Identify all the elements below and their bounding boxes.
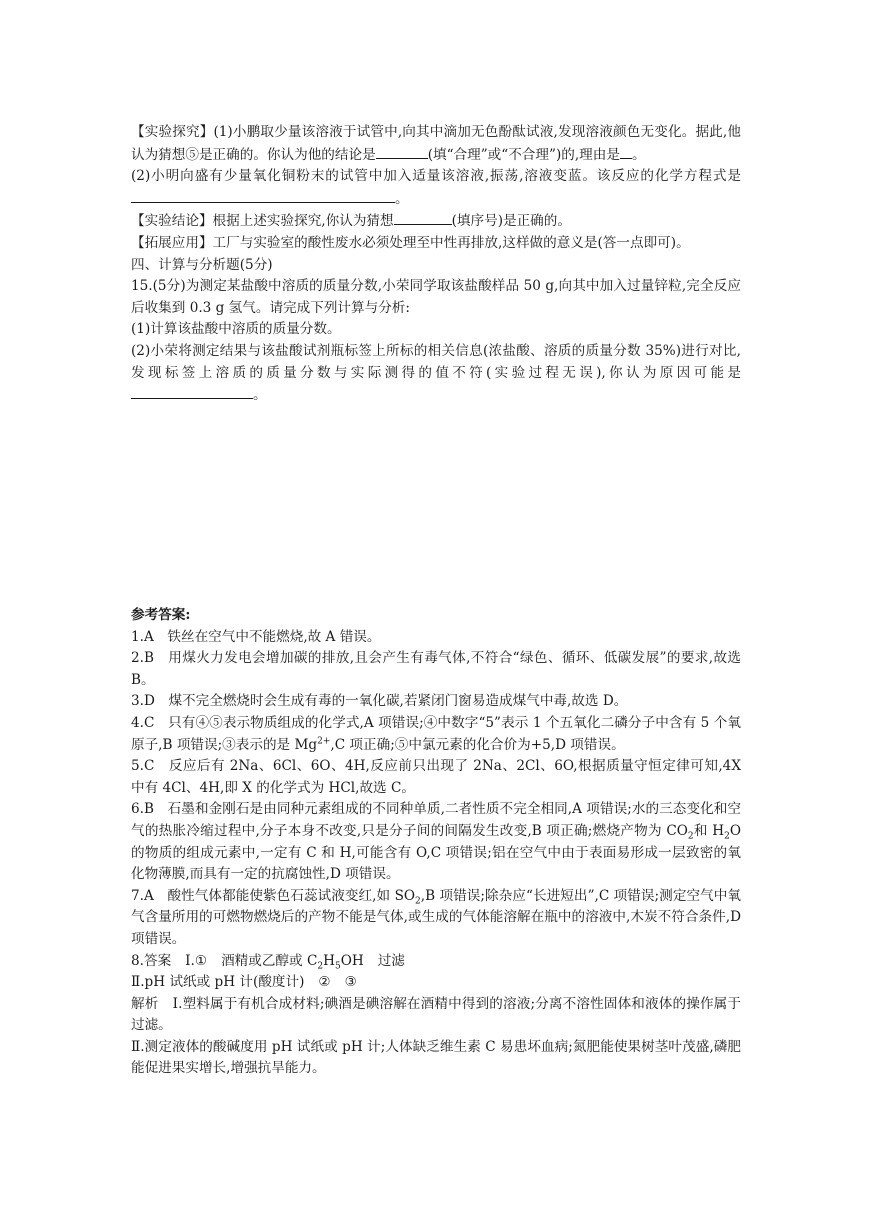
question-15-part1: (1)计算该盐酸中溶质的质量分数。 [131, 321, 341, 338]
question-section [131, 122, 741, 407]
experiment-conclusion: 【实验结论】根据上述实验探究,你认为猜想 (填序号)是正确的。 [131, 210, 741, 233]
extension-application: 【拓展应用】工厂与实验室的酸性废水必须处理至中性再排放,这样做的意义是(答一点即可)。 [131, 234, 690, 251]
experiment-q2: (2)小明向盛有少量氧化铜粉末的试管中加入适量该溶液,振荡,溶液变蓝。该反应的化学方程式是。 [131, 168, 741, 207]
answer-key [131, 605, 741, 1080]
answer-8: 8.答案 Ⅰ.① 酒精或乙醇或 $C_2H_5OH$ 过滤 [131, 952, 405, 972]
answer-8-part2: Ⅱ.pH 试纸或 pH 计(酸度计) ② ③ [131, 974, 357, 991]
answer-5: 5.C 反应后有 2Na、6Cl、6O、4H,反应前只出现了 2Na、2Cl、6O,根据质量守恒定律可知,4X 中有 4Cl、4H,即 X 的化学式为 HCl,故选 C。 [131, 758, 741, 796]
answer-1: 1.A 铁丝在空气中不能燃烧,故 A 错误。 [131, 628, 381, 645]
answer-blank[interactable] [620, 144, 632, 159]
analysis-1: 解析 Ⅰ.塑料属于有机合成材料;碘酒是碘溶解在酒精中得到的溶液;分离不溶性固体和液体的操作属于过滤。 [131, 995, 741, 1034]
answers-heading: 参考答案: [131, 607, 191, 623]
analysis-2: Ⅱ.测定液体的酸碱度用 pH 试纸或 pH 计;人体缺乏维生素 C 易患坏血病;氮肥能使果树茎叶茂盛,磷肥能促进果实增长,增强抗旱能力。 [131, 1038, 741, 1077]
question-15-part2: (2)小荣将测定结果与该盐酸试剂瓶标签上所标的相关信息(浓盐酸、溶质的质量分数 35%)进行对比,发现标签上溶质的质量分数与实际测得的值不符(实验过程无误),你认为原因可能是。 [131, 342, 741, 404]
question-15: 15.(5分)为测定某盐酸中溶质的质量分数,小荣同学取该盐酸样品 50 g,向其中加入过量锌粒,完全反应后收集到 0.3 g 氢气。请完成下列计算与分析: [131, 278, 741, 316]
answer-3: 3.D 煤不完全燃烧时会生成有毒的一氧化碳,若紧闭门窗易造成煤气中毒,故选 D。 [131, 693, 628, 710]
answer-6: 6.B 石墨和金刚石是由同种元素组成的不同种单质,二者性质不完全相同,A 项错误;水的三态变化和空气的热胀冷缩过程中,分子本身不改变,只是分子间的间隔发生改变,B 项正确;燃烧产物为 $CO_2$和 $H_2O$ 的物质的组成元素中,一定有 C 和 H,可能含有 O,C 项错误;铝在空气中由于表面易形成一层致密的氧化物薄膜,而具有一定的抗腐蚀性,D 项错误。 [131, 801, 742, 883]
answer-blank[interactable] [131, 188, 395, 203]
answer-blank[interactable] [394, 210, 452, 225]
answer-2: 2.B 用煤火力发电会增加碳的排放,且会产生有毒气体,不符合“绿色、循环、低碳发展”的要求,故选 B。 [131, 650, 741, 688]
answer-4: 4.C 只有④⑤表示物质组成的化学式,A 项错误;④中数字“5”表示 1 个五氧化二磷分子中含有 5 个氧原子,B 项错误;③表示的是 $Mg^{2+},C$ 项正确;⑤中氯元素的化合价为+5,D 项错误。 [131, 714, 741, 753]
answer-blank[interactable] [131, 384, 253, 399]
section-heading: 四、计算与分析题(5分) [131, 256, 273, 273]
answer-blank[interactable] [376, 144, 428, 159]
experiment-q1: 【实验探究】(1)小鹏取少量该溶液于试管中,向其中滴加无色酚酞试液,发现溶液颜色无变化。据此,他认为猜想⑤是正确的。你认为他的结论是 (填“合理”或“不合理”)的,理由是 。 [131, 124, 741, 163]
answer-7: 7.A 酸性气体都能使紫色石蕊试液变红,如 $SO_2,B$ 项错误;除杂应“长进短出”,C 项错误;测定空气中氧气含量所用的可燃物燃烧后的产物不能是气体,或生成的气体能溶解在瓶中的溶液中,木炭不符合条件,D 项错误。 [131, 887, 742, 947]
